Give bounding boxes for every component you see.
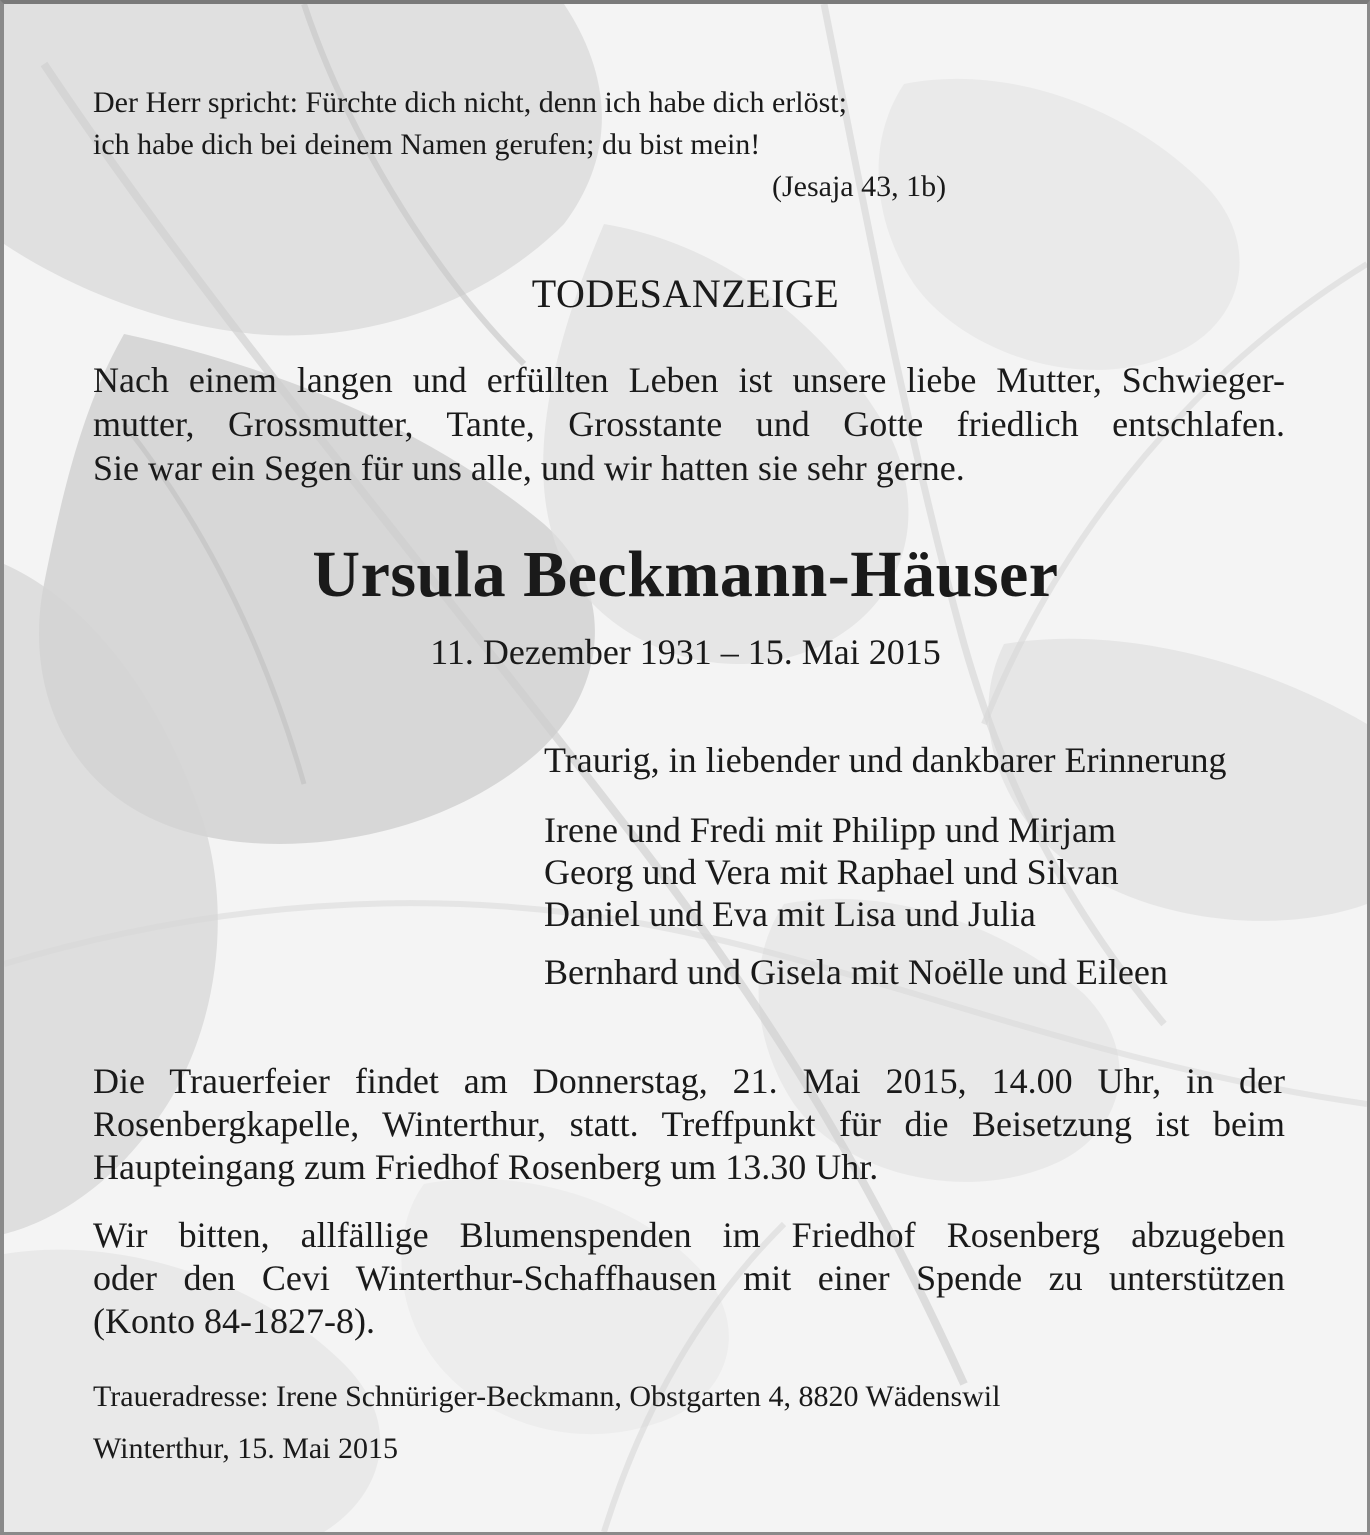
ceremony-line-1: Die Trauerfeier findet am Donnerstag, 21. Mai 2015, 14.00 Uhr, in der bbox=[93, 1061, 1285, 1101]
mourning-address: Traueradresse: Irene Schnüriger-Beckmann, Obstgarten 4, 8820 Wädenswil bbox=[93, 1380, 1001, 1413]
verse-line-2: ich habe dich bei deinem Namen gerufen; du bist mein! bbox=[93, 128, 761, 161]
mourner-family: Georg und Vera mit Raphael und Silvan bbox=[544, 852, 1119, 892]
ceremony-line-2: Rosenbergkapelle, Winterthur, statt. Treffpunkt für die Beisetzung ist beim bbox=[93, 1104, 1285, 1144]
mourners-intro: Traurig, in liebender und dankbarer Erinnerung bbox=[544, 740, 1227, 780]
verse-reference: (Jesaja 43, 1b) bbox=[772, 170, 947, 203]
deceased-name: Ursula Beckmann-Häuser bbox=[312, 538, 1059, 611]
notice-content bbox=[4, 4, 1367, 1532]
donations-paragraph bbox=[93, 1214, 1285, 1343]
verse-line-1: Der Herr spricht: Fürchte dich nicht, denn ich habe dich erlöst; bbox=[93, 86, 847, 119]
intro-line-3: Sie war ein Segen für uns alle, und wir hatten sie sehr gerne. bbox=[93, 448, 965, 488]
mourner-family: Irene und Fredi mit Philipp und Mirjam bbox=[544, 810, 1116, 850]
ceremony-paragraph bbox=[93, 1060, 1285, 1189]
notice-heading: TODESANZEIGE bbox=[531, 271, 840, 316]
intro-line-2: mutter, Grossmutter, Tante, Grosstante und Gotte friedlich entschlafen. bbox=[93, 404, 1285, 444]
mourner-family: Bernhard und Gisela mit Noëlle und Eileen bbox=[544, 952, 1168, 992]
deceased-dates: 11. Dezember 1931 – 15. Mai 2015 bbox=[430, 632, 941, 672]
donations-line-1: Wir bitten, allfällige Blumenspenden im Friedhof Rosenberg abzugeben bbox=[93, 1215, 1285, 1255]
donations-line-2: oder den Cevi Winterthur-Schaffhausen mit einer Spende zu unterstützen bbox=[93, 1258, 1285, 1298]
ceremony-line-3: Haupteingang zum Friedhof Rosenberg um 13.30 Uhr. bbox=[93, 1147, 879, 1187]
donations-line-3: (Konto 84-1827-8). bbox=[93, 1301, 375, 1341]
place-and-date: Winterthur, 15. Mai 2015 bbox=[93, 1432, 399, 1465]
mourner-family: Daniel und Eva mit Lisa und Julia bbox=[544, 894, 1036, 934]
intro-line-1: Nach einem langen und erfüllten Leben ist unsere liebe Mutter, Schwieger- bbox=[93, 360, 1285, 400]
intro-paragraph bbox=[93, 358, 1285, 490]
